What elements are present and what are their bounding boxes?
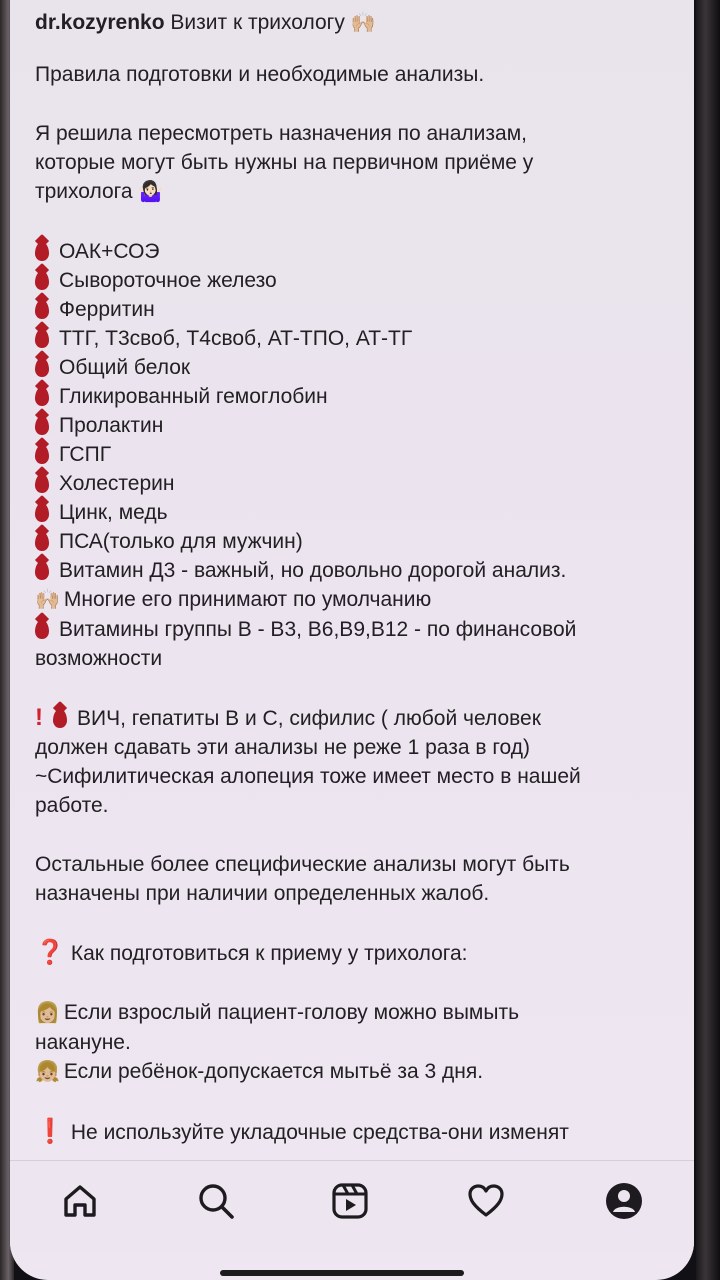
list-item-vitamins: Витамины группы В - В3, В6,В9,В12 - по финансовой <box>35 615 685 644</box>
blood-drop-icon <box>35 358 49 377</box>
question-heading: ❓ Как подготовиться к приему у трихолога: <box>35 939 468 966</box>
bottom-nav <box>10 1160 694 1251</box>
home-indicator[interactable] <box>220 1270 464 1276</box>
search-icon[interactable] <box>194 1179 238 1223</box>
woman-emoji: 👩🏼 <box>35 1002 60 1024</box>
list-item: Гликированный гемоглобин <box>35 382 685 411</box>
warning-line-3: ~Сифилитическая алопеция тоже имеет место в нашей <box>35 765 581 788</box>
blood-drop-icon <box>35 620 49 639</box>
tests-list <box>35 237 685 673</box>
blood-drop-icon <box>35 387 49 406</box>
list-item-vitamins-cont: возможности <box>35 647 163 670</box>
post-title: Визит к трихологу <box>170 11 345 34</box>
caption-subtitle: Правила подготовки и необходимые анализы. <box>35 63 485 86</box>
blood-drop-icon <box>35 416 49 435</box>
list-item: ГСПГ <box>35 440 685 469</box>
warning-line-4: работе. <box>35 794 109 817</box>
list-item: Сывороточное железо <box>35 266 685 295</box>
shrug-emoji: 🤷🏻‍♀️ <box>138 181 164 203</box>
exclamation-icon: ! <box>35 704 43 731</box>
home-icon[interactable] <box>58 1179 102 1223</box>
blood-drop-icon <box>35 561 49 580</box>
raised-hands-emoji: 🙌🏼 <box>35 589 60 611</box>
list-item: Общий белок <box>35 353 685 382</box>
other-tests-line-2: назначены при наличии определенных жалоб. <box>35 882 490 905</box>
list-item: ТТГ, Т3своб, Т4своб, АТ-ТПО, АТ-ТГ <box>35 324 685 353</box>
raised-hands-emoji: 🙌🏼 <box>350 12 376 34</box>
blood-drop-icon <box>35 271 49 290</box>
username-link[interactable]: dr.kozyrenko <box>35 11 165 34</box>
post-caption <box>35 6 685 1147</box>
profile-avatar-icon[interactable] <box>602 1179 646 1223</box>
list-item: Пролактин <box>35 411 685 440</box>
list-item: ПСА(только для мужчин) <box>35 527 685 556</box>
question-mark-icon: ❓ <box>35 939 65 966</box>
child-line: 👧🏼 Если ребёнок-допускается мытьё за 3 дня. <box>35 1060 484 1083</box>
girl-emoji: 👧🏼 <box>35 1061 60 1083</box>
intro-line-1: Я решила пересмотреть назначения по анализам, <box>35 122 527 145</box>
heart-icon[interactable] <box>464 1179 508 1223</box>
blood-drop-icon <box>35 300 49 319</box>
reels-icon[interactable] <box>328 1179 372 1223</box>
list-item: Цинк, медь <box>35 498 685 527</box>
warning-block <box>35 703 685 820</box>
blood-drop-icon <box>53 709 67 728</box>
list-item: Витамин Д3 - важный, но довольно дорогой анализ. <box>35 556 685 585</box>
intro-line-3-text: трихолога <box>35 180 133 203</box>
adult-line-2: накануне. <box>35 1031 131 1054</box>
last-line: ❗ Не используйте укладочные средства-они изменят <box>35 1118 569 1145</box>
blood-drop-icon <box>35 474 49 493</box>
blood-drop-icon <box>35 503 49 522</box>
list-item: Холестерин <box>35 469 685 498</box>
list-item: ОАК+СОЭ <box>35 237 685 266</box>
intro-line-2: которые могут быть нужны на первичном приёме у <box>35 151 534 174</box>
other-tests-line-1: Остальные более специфические анализы могут быть <box>35 853 570 876</box>
device-bezel-right <box>696 0 720 1280</box>
warning-line-1: ВИЧ, гепатиты В и С, сифилис ( любой человек <box>77 707 541 730</box>
blood-drop-icon <box>35 242 49 261</box>
exclamation-icon: ❗ <box>35 1118 65 1145</box>
phone-screen <box>10 0 694 1280</box>
blood-drop-icon <box>35 532 49 551</box>
blood-drop-icon <box>35 445 49 464</box>
blood-drop-icon <box>35 329 49 348</box>
caption-header <box>35 8 685 38</box>
warning-line-2: должен сдавать эти анализы не реже 1 раза в год) <box>35 736 531 759</box>
adult-line-1: 👩🏼 Если взрослый пациент-голову можно вымыть <box>35 1001 520 1024</box>
list-item-note: 🙌🏼 Многие его принимают по умолчанию <box>35 588 432 611</box>
list-item: Ферритин <box>35 295 685 324</box>
intro-line-3 <box>35 177 685 207</box>
